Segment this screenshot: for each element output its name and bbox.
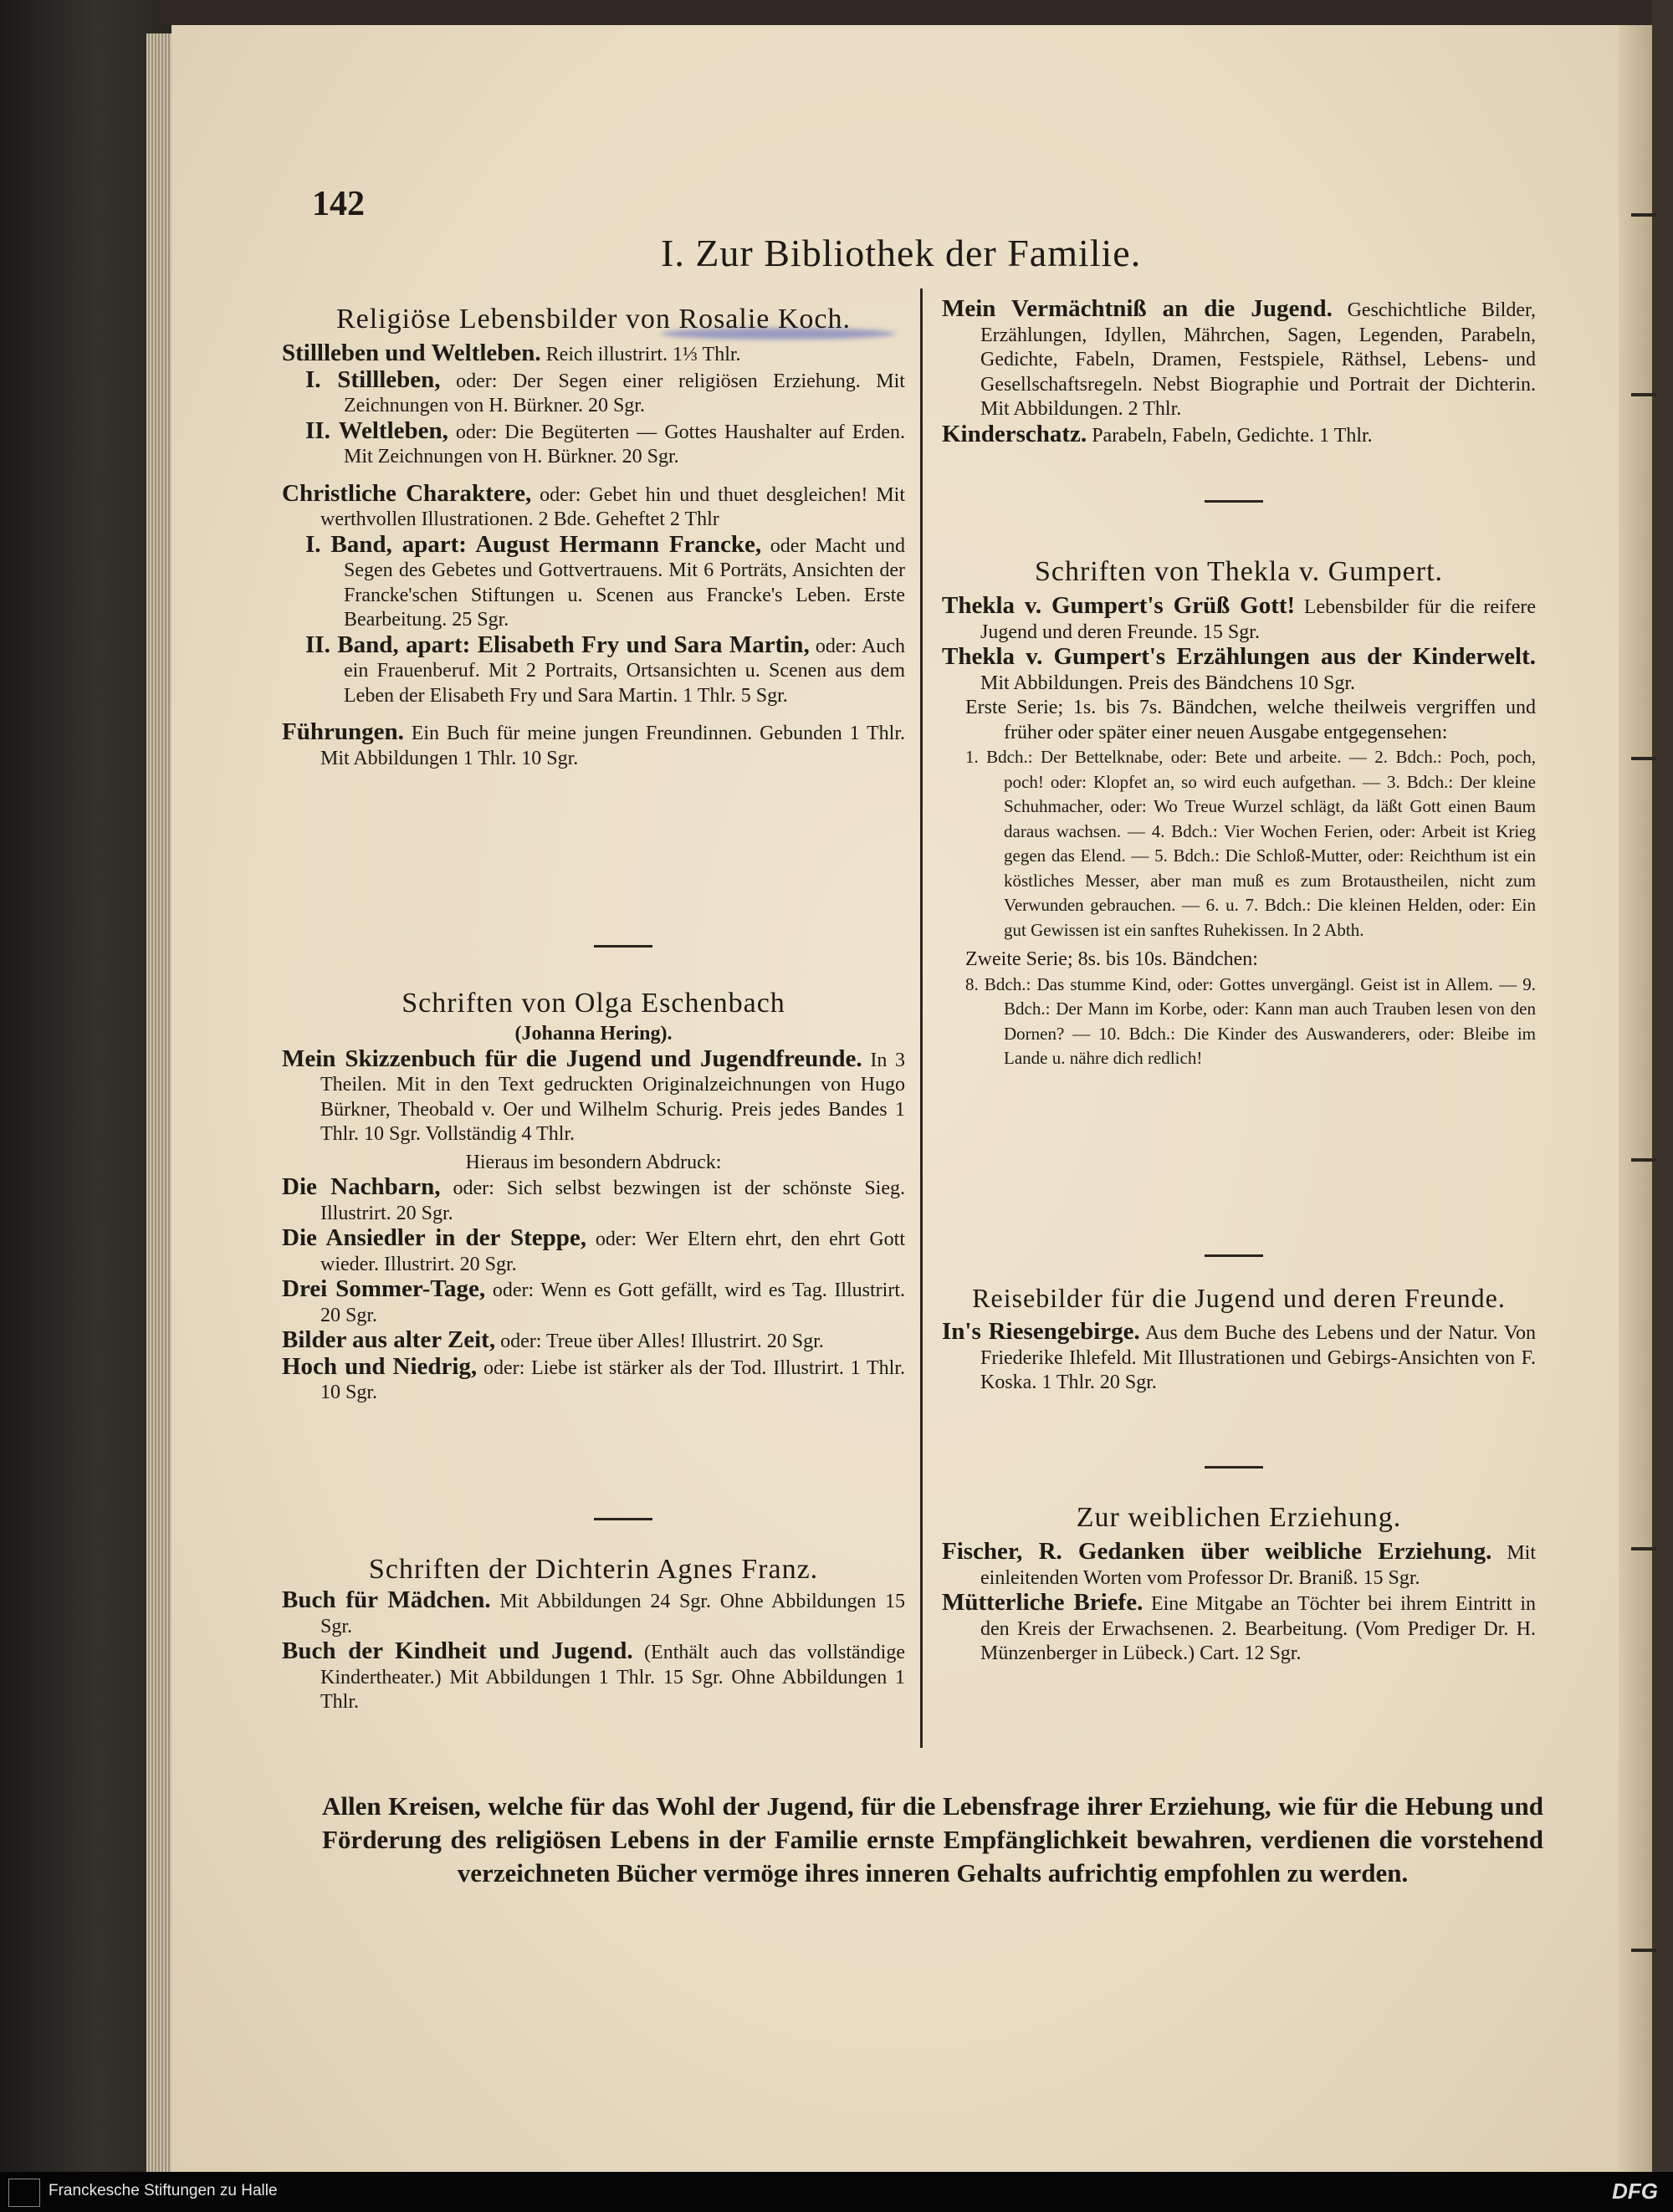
- scan-background-right: [1652, 0, 1673, 2212]
- entry: II. Weltleben, oder: Die Begüterten — Gottes Haushalter auf Erden. Mit Zeichnungen von H. Bürkner. 20 Sgr.: [305, 416, 906, 467]
- section-reisebilder: [942, 1280, 1536, 1396]
- page-right-edge: [1619, 25, 1652, 2172]
- section-rule: [1205, 1466, 1263, 1469]
- section-vermaechtnis: [942, 297, 1536, 448]
- entry: Die Ansiedler in der Steppe, oder: Wer Eltern ehrt, den ehrt Gott wieder. Illustrirt. 20 Sgr.: [282, 1224, 905, 1275]
- entry: Mein Vermächtniß an die Jugend. Geschichtliche Bilder, Erzählungen, Idyllen, Mährchen, Sagen, Legenden, Parabeln, Gedichte, Fabeln, Dramen, Festspiele, Räthsel, Lebens- und Gesellschaftsregeln. Nebst Biographie und Portrait der Dichterin. Mit Abbildungen. 2 Thlr.: [942, 295, 1536, 420]
- entry: In's Riesengebirge. Aus dem Buche des Lebens und der Natur. Von Friederike Ihlefeld. Mit Illustrationen und Gebirgs-Ansichten von F. Koska. 1 Thlr. 20 Sgr.: [942, 1318, 1537, 1393]
- section-gumpert: [942, 554, 1536, 1071]
- entry: Drei Sommer-Tage, oder: Wenn es Gott gefällt, wird es Tag. Illustrirt. 20 Sgr.: [282, 1275, 905, 1326]
- entry: Führungen. Ein Buch für meine jungen Freundinnen. Gebunden 1 Thlr. Mit Abbildungen 1 Thlr. 10 Sgr.: [282, 718, 905, 769]
- entry: Mein Skizzenbuch für die Jugend und Jugendfreunde. In 3 Theilen. Mit in den Text gedruckten Originalzeichnungen von Hugo Bürkner, Theobald v. Oer und Wilhelm Schurig. Preis jedes Bandes 1 Thlr. 10 Sgr. Vollständig 4 Thlr.: [282, 1045, 905, 1145]
- section-heading: Reisebilder für die Jugend und deren Freunde.: [972, 1283, 1506, 1313]
- section-heading: Schriften von Olga Eschenbach: [402, 988, 785, 1019]
- page-marker: [1631, 1547, 1656, 1550]
- entry: II. Band, apart: Elisabeth Fry und Sara Martin, oder: Auch ein Frauenberuf. Mit 2 Portraits, Ortsansichten u. Scenen aus dem Leben der Elisabeth Fry und Sara Martin. 1 Thlr. 5 Sgr.: [305, 631, 905, 707]
- entry: Stillleben und Weltleben. Reich illustrirt. 1⅓ Thlr.: [282, 340, 741, 366]
- footer-bar: [0, 2172, 1673, 2212]
- entry: Buch für Mädchen. Mit Abbildungen 24 Sgr. Ohne Abbildungen 15 Sgr.: [282, 1586, 905, 1637]
- institution-name: Franckesche Stiftungen zu Halle: [49, 2182, 278, 2199]
- page-marker: [1631, 213, 1656, 217]
- entry: Die Nachbarn, oder: Sich selbst bezwingen ist der schönste Sieg. Illustrirt. 20 Sgr.: [282, 1173, 905, 1224]
- entry: Kinderschatz. Parabeln, Fabeln, Gedichte. 1 Thlr.: [942, 420, 1373, 447]
- institution-logo: [8, 2179, 40, 2207]
- section-heading: Schriften von Thekla v. Gumpert.: [1034, 556, 1444, 587]
- entry: Thekla v. Gumpert's Grüß Gott! Lebensbilder für die reifere Jugend und deren Freunde. 15 Sgr.: [942, 592, 1536, 643]
- entry: Bilder aus alter Zeit, oder: Treue über Alles! Illustrirt. 20 Sgr.: [282, 1326, 824, 1353]
- book-cover: [0, 0, 159, 2174]
- section-rule: [1205, 500, 1263, 503]
- section-erziehung: [942, 1499, 1536, 1667]
- page-marker: [1631, 1158, 1656, 1162]
- section-franz: [282, 1551, 905, 1715]
- closing-recommendation: Allen Kreisen, welche für das Wohl der Jugend, für die Lebensfrage ihrer Erziehung, wie für die Hebung und Förderung des religiösen Lebens in der Familie ernste Empfänglichkeit bewahren, verdienen die vorstehend verzeichneten Bücher vermöge ihres inneren Gehalts aufrichtig empfohlen zu werden.: [322, 1791, 1543, 1888]
- section-heading: Zur weiblichen Erziehung.: [1076, 1502, 1402, 1533]
- entry: Buch der Kindheit und Jugend. (Enthält auch das vollständige Kindertheater.) Mit Abbildungen 1 Thlr. 15 Sgr. Ohne Abbildungen 1 Thlr.: [282, 1637, 905, 1713]
- entry: I. Stillleben, oder: Der Segen einer religiösen Erziehung. Mit Zeichnungen von H. Bürkner. 20 Sgr.: [305, 365, 905, 416]
- entry: Christliche Charaktere, oder: Gebet hin und thuet desgleichen! Mit werthvollen Illustrationen. 2 Bde. Geheftet 2 Thlr: [282, 479, 905, 530]
- section-rule: [1205, 1254, 1263, 1257]
- section-heading: Schriften der Dichterin Agnes Franz.: [368, 1554, 819, 1585]
- entry: Thekla v. Gumpert's Erzählungen aus der Kinderwelt. Mit Abbildungen. Preis des Bändchens 10 Sgr.: [942, 643, 1536, 694]
- running-head: I. Zur Bibliothek der Familie.: [661, 232, 1142, 274]
- page-number: 142: [312, 185, 365, 223]
- series-intro: Erste Serie; 1s. bis 7s. Bändchen, welche theilweis vergriffen und früher oder später einer neuen Ausgabe entgegensehen:: [965, 697, 1536, 743]
- entry: Mütterliche Briefe. Eine Mitgabe an Töchter bei ihrem Eintritt in den Kreis der Erwachsenen. 2. Bearbeitung. (Vom Prediger Dr. H. Münzenberger in Lübeck.) Cart. 12 Sgr.: [942, 1589, 1537, 1664]
- scan-background-top: [159, 0, 1673, 25]
- section-subheading: (Johanna Hering).: [514, 1023, 673, 1045]
- section-eschenbach: [282, 985, 905, 1406]
- section-rule: [594, 1518, 652, 1520]
- note: Hieraus im besondern Abdruck:: [465, 1151, 722, 1173]
- series-list: 8. Bdch.: Das stumme Kind, oder: Gottes unvergängl. Geist ist in Allem. — 9. Bdch.: Der Mann im Korbe, oder: Kann man auch Trauben lesen von den Dornen? — 10. Bdch.: Die Kinder des Auswanderers, oder: Bleibe im Lande u. nähre dich redlich!: [965, 973, 1536, 1068]
- column-divider: [920, 289, 923, 1748]
- section-heading: Religiöse Lebensbilder von Rosalie Koch.: [335, 304, 852, 335]
- entry: Hoch und Niedrig, oder: Liebe ist stärker als der Tod. Illustrirt. 1 Thlr. 10 Sgr.: [282, 1352, 905, 1403]
- dfg-logo: DFG: [1612, 2179, 1658, 2204]
- page-marker: [1631, 393, 1656, 396]
- section-koch: [282, 301, 905, 771]
- series-intro: Zweite Serie; 8s. bis 10s. Bändchen:: [965, 948, 1258, 970]
- section-rule: [594, 945, 652, 948]
- page-marker: [1631, 757, 1656, 760]
- entry: Fischer, R. Gedanken über weibliche Erziehung. Mit einleitenden Worten vom Professor Dr. Braniß. 15 Sgr.: [942, 1538, 1536, 1589]
- page-marker: [1631, 1949, 1656, 1952]
- entry: I. Band, apart: August Hermann Francke, oder Macht und Segen des Gebetes und Gottvertrauens. Mit 6 Porträts, Ansichten der Francke'schen Stiftungen u. Scenen aus Francke's Leben. Erste Bearbeitung. 25 Sgr.: [305, 530, 905, 631]
- series-list: 1. Bdch.: Der Bettelknabe, oder: Bete und arbeite. — 2. Bdch.: Poch, poch, poch! oder: Klopfet an, so wird euch aufgethan. — 3. Bdch.: Der kleine Schuhmacher, oder: Wo Treue Wurzel schlägt, da läßt Gott einen Baum daraus wachsen. — 4. Bdch.: Vier Wochen Ferien, oder: Arbeit ist Krieg gegen das Elend. — 5. Bdch.: Die Schloß-Mutter, oder: Reichthum ist ein köstliches Messer, aber man muß es zum Brotaustheilen, nicht zum Verwunden gebrauchen. — 6. u. 7. Bdch.: Die kleinen Helden, oder: Ein gut Gewissen ist ein sanftes Ruhekissen. In 2 Abth.: [965, 747, 1536, 940]
